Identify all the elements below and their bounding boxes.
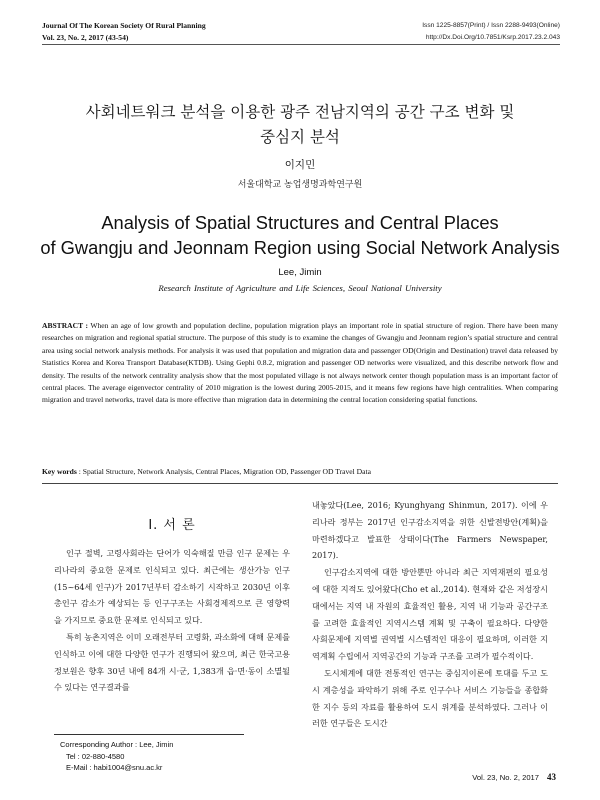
page-footer xyxy=(472,772,556,782)
body-paragraph: 인구감소지역에 대한 방안뿐만 아니라 최근 지역재편의 필요성에 대한 지적도 있어왔다(Cho et al.,2014). 현재와 같은 저성장시대에서는 지역 내 자원의 효율적인 활용, 지역 내 기능과 공간구조를 고려한 효율적인 지역시스템 계획 및 구축이 필요하다. 다양한 사회문제에 지역별 권역별 시스템적인 대응이 필요하며, 이러한 지역계획 수립에서 지역공간의 기능과 구조를 고려가 필수적이다. xyxy=(312,567,548,662)
journal-name: Journal Of The Korean Society Of Rural Planning xyxy=(42,21,206,30)
body-paragraph: 도시체계에 대한 전통적인 연구는 중심지이론에 토대를 두고 도시 계층성을 파악하기 위해 주로 인구수나 서비스 기능들을 종합화한 지수 등의 자료를 활용하여 도시 위계를 분석하였다. 그러나 이러한 연구들은 도시간 xyxy=(312,667,548,729)
korean-title-line2: 중심지 분석 xyxy=(260,128,340,146)
page-number: 43 xyxy=(547,772,556,782)
keywords-divider xyxy=(42,483,558,484)
right-column xyxy=(312,497,548,732)
keywords xyxy=(42,467,558,476)
korean-author: 이지민 xyxy=(284,159,316,171)
author-phone: Tel : 02-880-4580 xyxy=(66,751,125,761)
korean-title xyxy=(60,100,540,150)
keywords-text: : Spatial Structure, Network Analysis, Central Places, Migration OD, Passenger OD Travel Data xyxy=(76,467,372,476)
issn-header xyxy=(422,20,560,44)
section-heading-introduction: Ⅰ. 서 론 xyxy=(148,518,196,533)
author-email[interactable]: E-Mail : habi1004@snu.ac.kr xyxy=(66,763,163,772)
korean-title-line1: 사회네트워크 분석을 이용한 광주 전남지역의 공간 구조 변화 및 xyxy=(85,103,515,121)
doi-link[interactable]: http://Dx.Doi.Org/10.7851/Ksrp.2017.23.2.043 xyxy=(425,34,560,41)
body-paragraph: 특히 농촌지역은 이미 오래전부터 고령화, 과소화에 대해 문제를 인식하고 이에 대한 다양한 연구가 진행되어 왔으며, 최근 한국고용정보원은 향후 30년 내에 84개 시·군, 1,383개 읍·면·동이 소멸될 수 있다는 연구결과를 xyxy=(54,631,290,693)
abstract xyxy=(42,320,558,407)
korean-affiliation: 서울대학교 농업생명과학연구원 xyxy=(237,180,363,190)
corresponding-author: Corresponding Author : Lee, Jimin xyxy=(60,740,174,749)
abstract-text: When an age of low growth and population decline, population migration plays an important role in spatial structure of region. There have been many researches on migration and regional spatial structure. The purpose of this study is to examine the changes of Gwangju and Jeonnam region’s spatial structure and central area using social network analysis methods. For analysis it was used that population and migration data and passenger OD(Origin and Destination) travel data released by Statistics Korea and Korea Transport Database(KTDB). Using Gephi 0.8.2, migration and passenger OD networks were visualized, and this describe network flow and density. The results of the network centrality analysis show that the most populated village is not always network center though population mass is an important factor of central places. The average eigenvector centrality of 2010 migration is the lowest during 2005-2015, and it means few regions have high centralities. When comparing migration and travel networks, travel data is more effective than migration data in determining the central location considering spatial functions. xyxy=(42,321,558,405)
abstract-label: ABSTRACT : xyxy=(42,321,89,330)
english-affiliation: Research Institute of Agriculture and Life Sciences, Seoul National University xyxy=(158,283,442,293)
footer-volume: Vol. 23, No. 2, 2017 xyxy=(472,773,539,782)
corresponding-author-footnote xyxy=(60,739,173,774)
english-title-line2: of Gwangju and Jeonnam Region using Social Network Analysis xyxy=(40,237,560,258)
english-title xyxy=(30,210,570,260)
journal-volume: Vol. 23, No. 2, 2017 (43-54) xyxy=(42,33,129,42)
left-column xyxy=(54,545,290,696)
header-divider xyxy=(42,44,560,45)
issn: Issn 1225-8857(Print) / Issn 2288-9493(Online) xyxy=(422,22,560,29)
body-paragraph: 인구 절벽, 고령사회라는 단어가 익숙해질 만큼 인구 문제는 우리나라의 중요한 문제로 인식되고 있다. 최근에는 생산가능 인구(15~64세 인구)가 2017년부터 감소하기 시작하고 2030년 이후 총인구 감소가 예상되는 등 인구구조는 사회경제적으로 큰 영향력을 가지므로 중요한 문제로 인식되고 있다. xyxy=(54,548,290,626)
english-title-line1: Analysis of Spatial Structures and Central Places xyxy=(101,212,499,233)
footnote-divider xyxy=(54,734,244,735)
journal-header xyxy=(42,20,206,44)
english-author: Lee, Jimin xyxy=(278,267,322,278)
body-paragraph: 내놓았다(Lee, 2016; Kyunghyang Shinmun, 2017). 이에 우리나라 정부는 2017년 인구감소지역을 위한 신발전방안(계획)을 마련하겠다고 발표한 상태이다(The Farmers Newspaper, 2017). xyxy=(312,500,548,561)
keywords-label: Key words xyxy=(42,467,77,476)
